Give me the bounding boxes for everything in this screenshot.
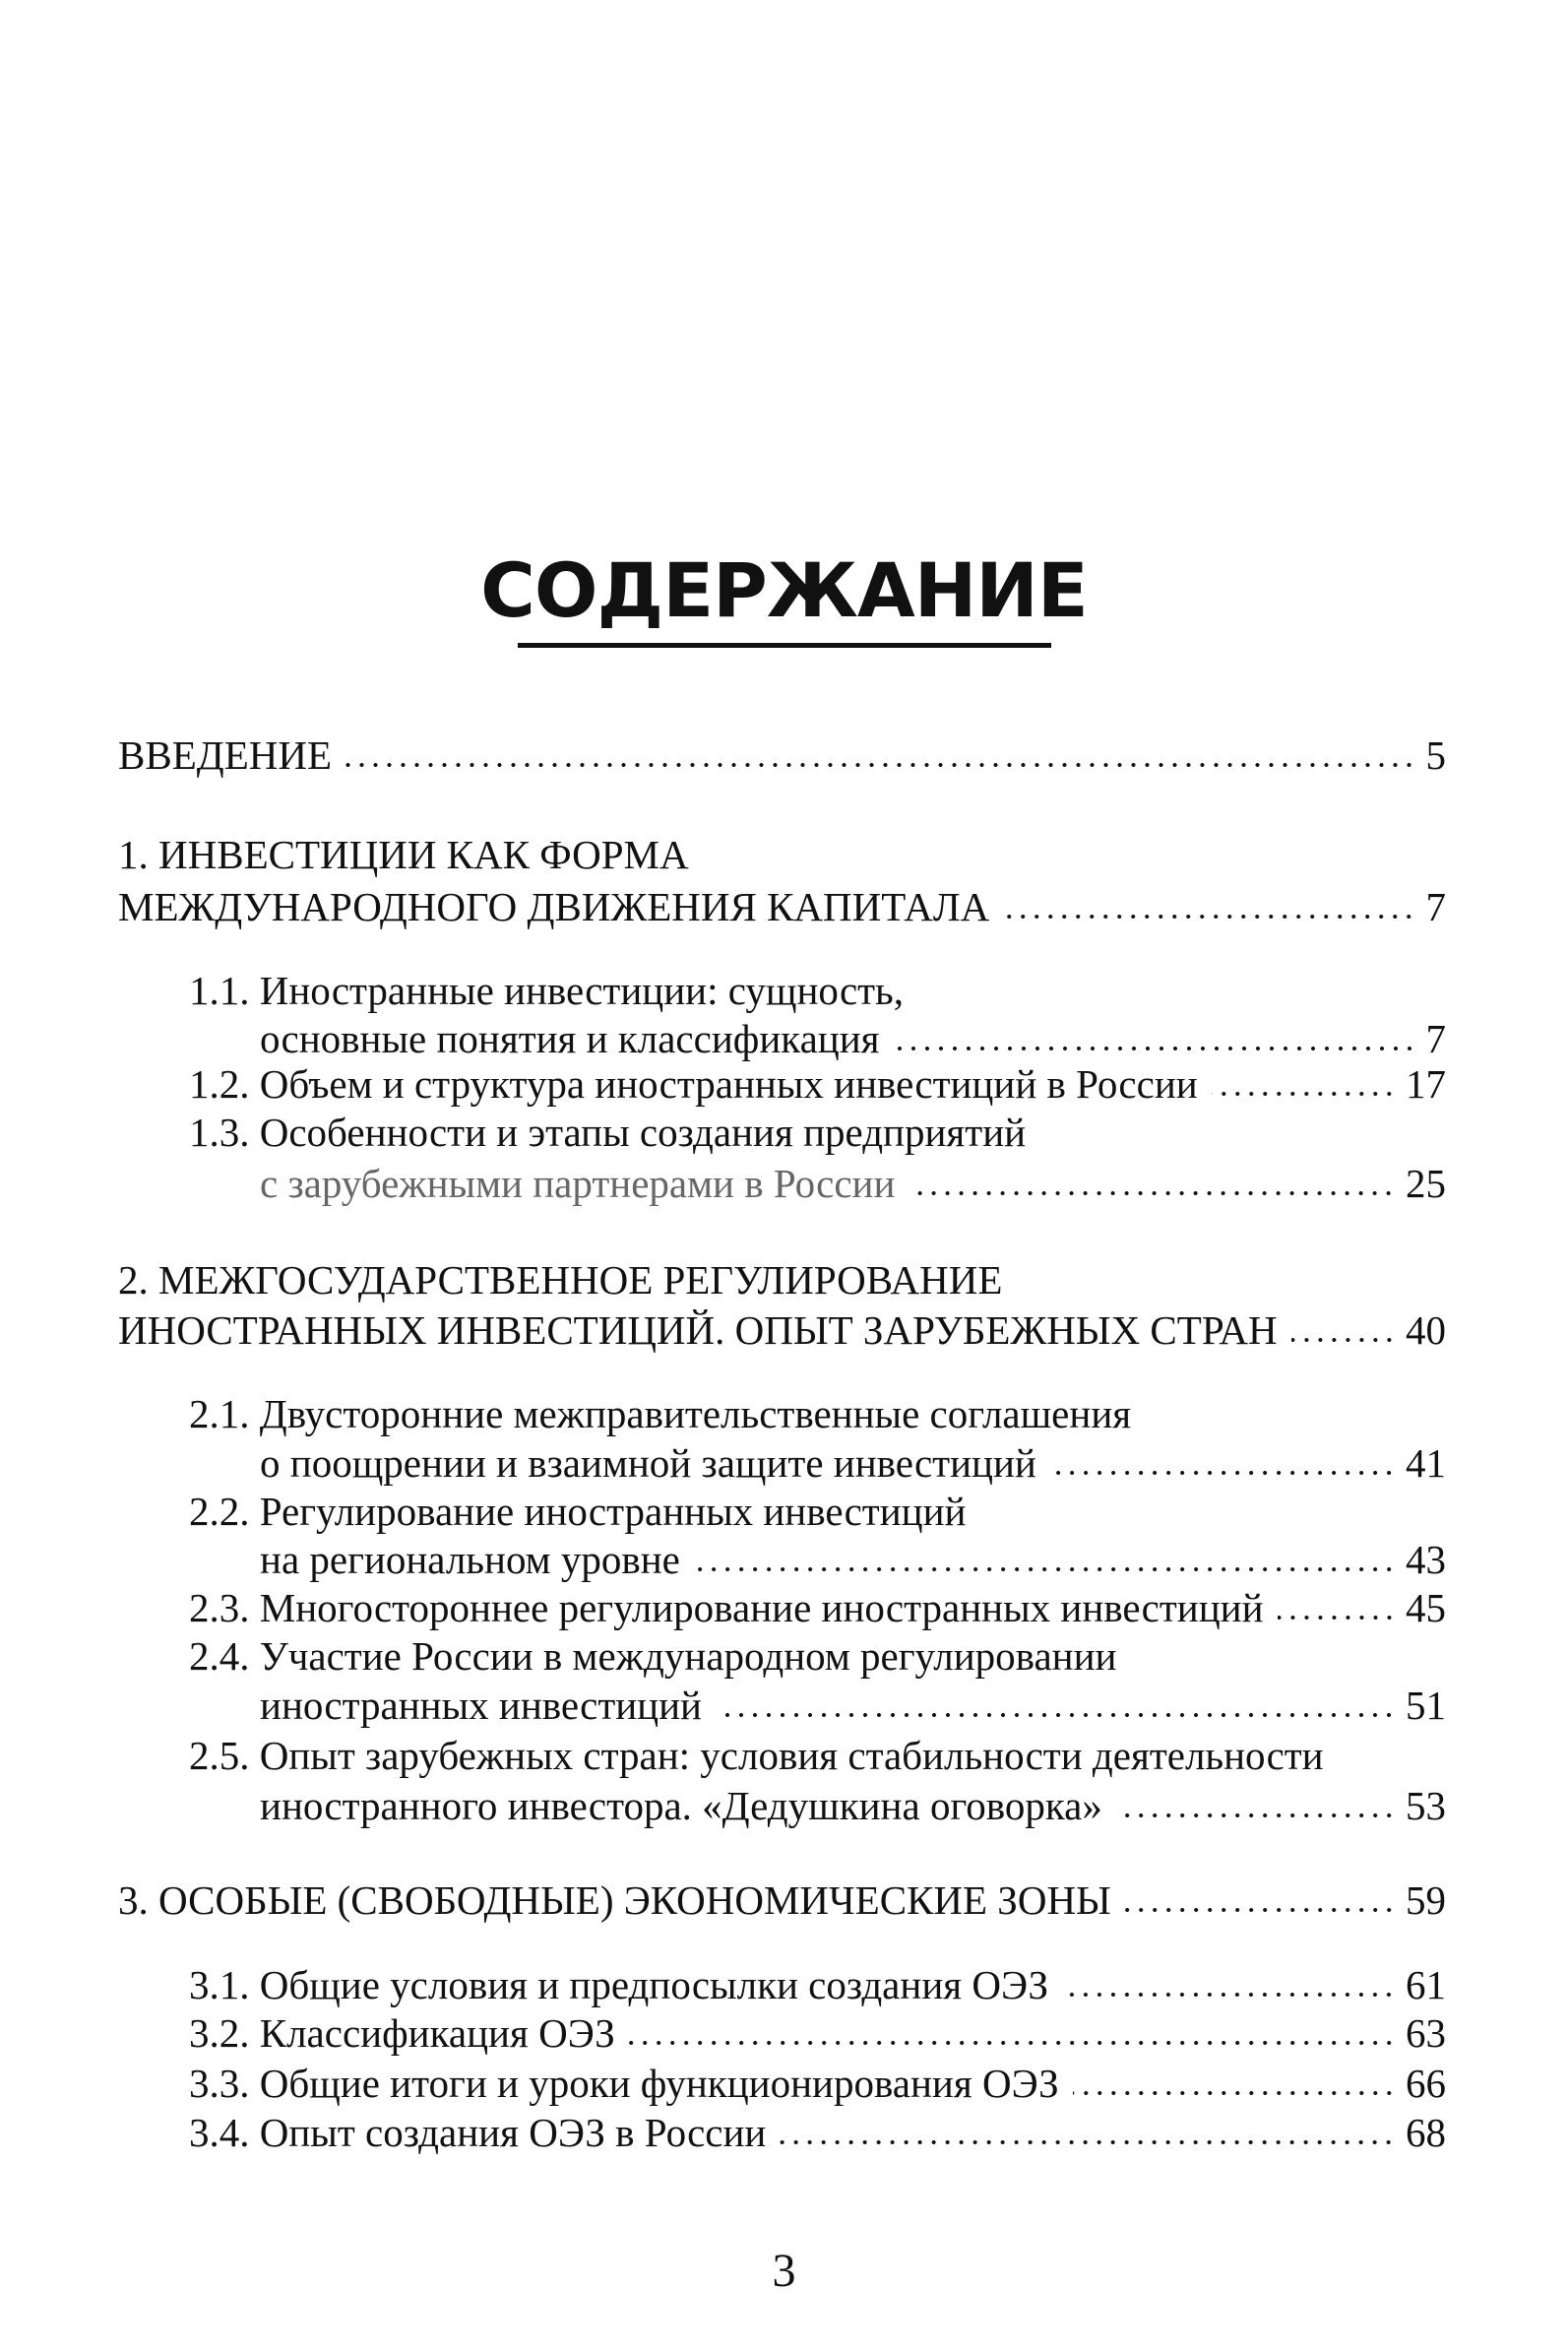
toc-entry-2-5-line1[interactable] xyxy=(189,1731,1446,1780)
entry-title: 3.1. Общие условия и предпосылки создания ОЭЗ xyxy=(189,1962,1049,2007)
toc-entry-1-1[interactable] xyxy=(260,1014,1446,1063)
entry-title: о поощрении и взаимной защите инвестиций xyxy=(260,1440,1036,1486)
entry-title: 2.1. Двусторонние межправительственные соглашения xyxy=(189,1391,1132,1436)
entry-page: 45 xyxy=(1406,1585,1446,1630)
dot-leader xyxy=(909,1188,1396,1198)
entry-page: 5 xyxy=(1425,732,1446,778)
dot-leader xyxy=(1291,1335,1396,1345)
toc-entry-3-1[interactable] xyxy=(189,1960,1446,2009)
dot-leader xyxy=(345,760,1415,770)
dot-leader xyxy=(780,2137,1396,2147)
dot-leader xyxy=(629,2038,1396,2048)
entry-page: 51 xyxy=(1406,1683,1446,1728)
entry-title: с зарубежными партнерами в России xyxy=(260,1161,896,1206)
entry-page: 43 xyxy=(1406,1537,1446,1582)
entry-title: на региональном уровне xyxy=(260,1537,680,1582)
entry-page: 53 xyxy=(1406,1783,1446,1828)
toc-entry-2-5[interactable] xyxy=(260,1781,1446,1830)
entry-title: 1. ИНВЕСТИЦИИ КАК ФОРМА xyxy=(118,832,689,877)
entry-page: 7 xyxy=(1425,1016,1446,1061)
entry-title: ИНОСТРАННЫХ ИНВЕСТИЦИЙ. ОПЫТ ЗАРУБЕЖНЫХ СТРАН xyxy=(118,1307,1278,1353)
entry-page: 7 xyxy=(1425,884,1446,929)
entry-title: 2.3. Многостороннее регулирование иностранных инвестиций xyxy=(189,1585,1264,1630)
toc-entry-2-1-line1[interactable] xyxy=(189,1389,1446,1438)
entry-title: 2.5. Опыт зарубежных стран: условия стабильности деятельности xyxy=(189,1733,1324,1778)
toc-entry-ch2-line1[interactable] xyxy=(118,1255,1446,1304)
dot-leader xyxy=(1125,1905,1396,1915)
entry-page: 41 xyxy=(1406,1440,1446,1486)
toc-entry-ch3[interactable] xyxy=(118,1875,1446,1925)
toc-entry-3-2[interactable] xyxy=(189,2008,1446,2058)
dot-leader xyxy=(1073,2088,1396,2098)
dot-leader xyxy=(894,1044,1416,1053)
entry-page: 63 xyxy=(1406,2010,1446,2056)
toc-entry-1-2[interactable] xyxy=(189,1059,1446,1109)
entry-title: 2.4. Участие России в международном регулировании xyxy=(189,1633,1117,1679)
entry-title: 1.2. Объем и структура иностранных инвестиций в России xyxy=(189,1061,1198,1107)
entry-title: 3.2. Классификация ОЭЗ xyxy=(189,2010,615,2056)
toc-entry-2-4[interactable] xyxy=(260,1681,1446,1730)
entry-title: основные понятия и классификация xyxy=(260,1016,880,1061)
entry-page: 61 xyxy=(1406,1962,1446,2007)
dot-leader xyxy=(1116,1811,1396,1820)
dot-leader xyxy=(716,1710,1396,1720)
dot-leader xyxy=(694,1564,1396,1574)
entry-title: иностранных инвестиций xyxy=(260,1683,702,1728)
entry-page: 40 xyxy=(1406,1307,1446,1353)
title-underline xyxy=(518,643,1051,648)
toc-entry-3-4[interactable] xyxy=(189,2108,1446,2157)
toc-entry-ch1-line1[interactable] xyxy=(118,830,1446,879)
entry-title: МЕЖДУНАРОДНОГО ДВИЖЕНИЯ КАПИТАЛА xyxy=(118,884,990,929)
toc-entry-1-3[interactable] xyxy=(260,1159,1446,1208)
toc-entry-ch1[interactable] xyxy=(118,882,1446,931)
entry-title: 3.4. Опыт создания ОЭЗ в России xyxy=(189,2110,767,2155)
toc-entry-ch2[interactable] xyxy=(118,1305,1446,1355)
dot-leader xyxy=(1278,1613,1396,1622)
entry-page: 66 xyxy=(1406,2061,1446,2106)
entry-title: 2. МЕЖГОСУДАРСТВЕННОЕ РЕГУЛИРОВАНИЕ xyxy=(118,1257,1003,1303)
entry-title: 2.2. Регулирование иностранных инвестиций xyxy=(189,1489,967,1534)
toc-entry-3-3[interactable] xyxy=(189,2059,1446,2108)
entry-title: 3. ОСОБЫЕ (СВОБОДНЫЕ) ЭКОНОМИЧЕСКИЕ ЗОНЫ xyxy=(118,1877,1111,1923)
page-title: СОДЕРЖАНИЕ xyxy=(480,546,1088,634)
entry-page: 25 xyxy=(1406,1161,1446,1206)
toc-entry-2-2[interactable] xyxy=(260,1535,1446,1584)
toc-entry-2-1[interactable] xyxy=(260,1438,1446,1488)
toc-entry-1-1-line1[interactable] xyxy=(189,966,1446,1015)
toc-entry-2-2-line1[interactable] xyxy=(189,1487,1446,1536)
entry-title: 3.3. Общие итоги и уроки функционирования ОЭЗ xyxy=(189,2061,1059,2106)
dot-leader xyxy=(1050,1468,1396,1478)
dot-leader xyxy=(1003,912,1415,922)
dot-leader xyxy=(1062,1990,1396,2000)
entry-page: 17 xyxy=(1406,1061,1446,1107)
entry-title: 1.1. Иностранные инвестиции: сущность, xyxy=(189,968,905,1013)
entry-page: 59 xyxy=(1406,1877,1446,1923)
toc-entry-1-3-line1[interactable] xyxy=(189,1108,1446,1157)
entry-page: 68 xyxy=(1406,2110,1446,2155)
toc-entry-intro[interactable] xyxy=(118,731,1446,780)
toc-entry-2-3[interactable] xyxy=(189,1583,1446,1632)
entry-title: 1.3. Особенности и этапы создания предприятий xyxy=(189,1110,1027,1155)
toc-entry-2-4-line1[interactable] xyxy=(189,1631,1446,1681)
entry-title: иностранного инвестора. «Дедушкина оговорка» xyxy=(260,1783,1102,1828)
dot-leader xyxy=(1212,1089,1396,1099)
entry-title: ВВЕДЕНИЕ xyxy=(118,732,333,778)
page-number: 3 xyxy=(772,2245,796,2297)
